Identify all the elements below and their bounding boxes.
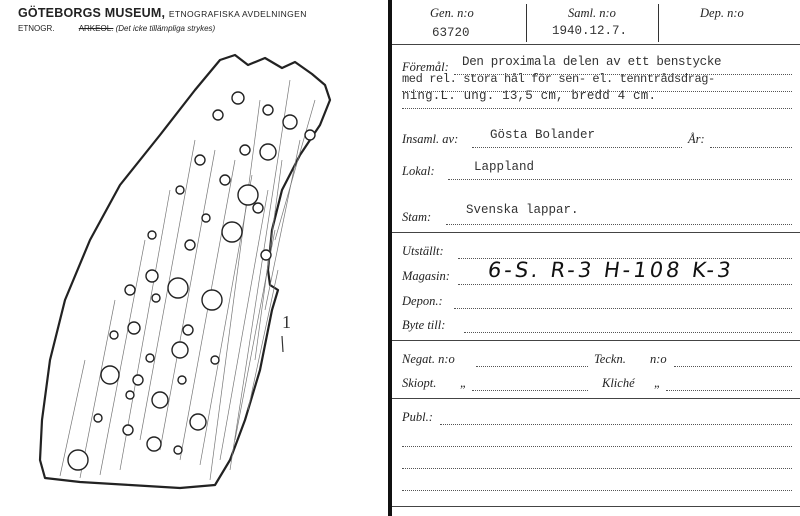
publ-label: Publ.: — [402, 410, 433, 424]
teckn-label: Teckn. — [594, 352, 626, 366]
magasin-value: 6-S. R-3 H-108 K-3 — [486, 258, 736, 282]
etnogr-label: ETNOGR. — [18, 24, 55, 33]
kliche-label: Kliché — [602, 376, 635, 390]
magasin-label: Magasin: — [402, 269, 450, 283]
foremal-line-2: med rel. stora hål för sen- el. tenntrådsdrag- — [402, 72, 715, 86]
department-name: ETNOGRAFISKA AVDELNINGEN — [168, 9, 307, 19]
utstallt-label: Utställt: — [402, 244, 444, 258]
catalogue-card — [392, 0, 800, 516]
museum-header — [18, 6, 307, 20]
category-line — [18, 24, 215, 33]
lokal-label: Lokal: — [402, 164, 435, 178]
insaml-label: Insaml. av: — [402, 132, 459, 146]
gen-label: Gen. n:o — [430, 6, 474, 20]
foremal-label: Föremål: — [402, 60, 449, 74]
dep-label: Dep. n:o — [700, 6, 744, 20]
foremal-line-1: Den proximala delen av ett benstycke — [462, 55, 722, 69]
lokal-value: Lappland — [474, 160, 535, 174]
museum-name: GÖTEBORGS MUSEUM, — [18, 6, 166, 20]
negat-label: Negat. n:o — [402, 352, 455, 366]
stam-label: Stam: — [402, 210, 432, 224]
kliche-ditto: „ — [654, 376, 661, 390]
scale-mark: 1 — [282, 312, 291, 332]
number-row — [392, 0, 800, 46]
stam-value: Svenska lappar. — [466, 203, 579, 217]
strike-note: (Det icke tillämpliga strykes) — [115, 24, 216, 33]
foremal-line-3: ning.L. ung. 13,5 cm, bredd 4 cm. — [402, 89, 657, 103]
teckn-no-label: n:o — [650, 352, 667, 366]
saml-label: Saml. n:o — [568, 6, 616, 20]
saml-value: 1940.12.7. — [552, 24, 628, 38]
depon-label: Depon.: — [402, 294, 443, 308]
arkeol-label: ARKEOL. — [78, 24, 114, 33]
byte-label: Byte till: — [402, 318, 446, 332]
ar-label: År: — [688, 132, 705, 146]
skiopt-label: Skiopt. — [402, 376, 437, 390]
bone-artifact-drawing — [20, 40, 360, 510]
skiopt-ditto: „ — [460, 376, 467, 390]
gen-value: 63720 — [432, 26, 470, 40]
insaml-value: Gösta Bolander — [490, 128, 596, 142]
